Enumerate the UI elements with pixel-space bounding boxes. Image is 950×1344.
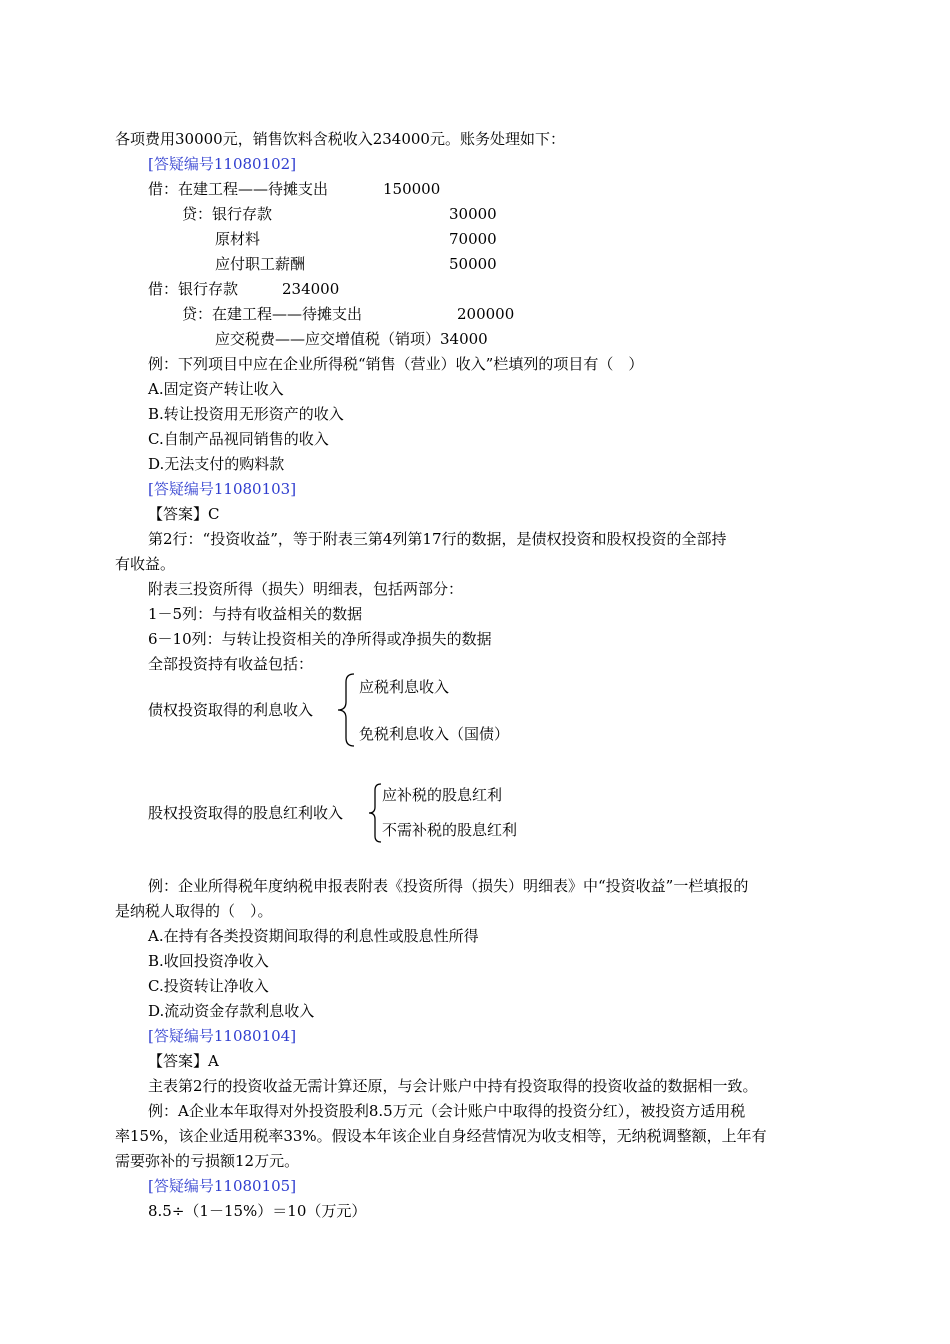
diagram1-brace-icon bbox=[334, 672, 358, 748]
journal1-credit-label: 应付职工薪酬 bbox=[215, 255, 306, 273]
qa-ref-11080105[interactable]: [答疑编号11080105] bbox=[148, 1177, 297, 1195]
example3-text-cont: 需要弥补的亏损额12万元。 bbox=[115, 1152, 300, 1170]
diagram2-branch: 应补税的股息红利 bbox=[382, 786, 503, 804]
example2-question: 例：企业所得税年度纳税申报表附表《投资所得（损失）明细表》中“投资收益”一栏填报的 bbox=[148, 877, 749, 895]
diagram1-root: 债权投资取得的利息收入 bbox=[148, 701, 314, 719]
paragraph-schedule3: 附表三投资所得（损失）明细表，包括两部分： bbox=[148, 580, 464, 598]
journal2-credit2: 应交税费——应交增值税（销项）34000 bbox=[215, 330, 488, 348]
diagram2-branch: 不需补税的股息红利 bbox=[382, 821, 518, 839]
diagram2-root: 股权投资取得的股息红利收入 bbox=[148, 804, 344, 822]
diagram1-branch: 免税利息收入（国债） bbox=[359, 725, 510, 743]
qa-ref-11080102[interactable]: [答疑编号11080102] bbox=[148, 155, 297, 173]
example2-question-cont: 是纳税人取得的（ ）。 bbox=[115, 902, 273, 920]
journal2-debit: 借：银行存款 bbox=[148, 280, 239, 298]
journal1-debit: 借：在建工程——待摊支出 bbox=[148, 180, 329, 198]
example3-calculation: 8.5÷（1－15%）＝10（万元） bbox=[148, 1202, 367, 1220]
journal2-credit1: 贷：在建工程——待摊支出 bbox=[182, 305, 363, 323]
example1-question: 例：下列项目中应在企业所得税“销售（营业）收入”栏填列的项目有（ ） bbox=[148, 355, 644, 373]
paragraph-columns-6-10: 6－10列：与转让投资相关的净所得或净损失的数据 bbox=[148, 630, 492, 648]
paragraph-row2: 第2行：“投资收益”，等于附表三第4列第17行的数据，是债权投资和股权投资的全部持 bbox=[148, 530, 727, 548]
example2-option: D.流动资金存款利息收入 bbox=[148, 1002, 315, 1020]
example2-option: A.在持有各类投资期间取得的利息性或股息性所得 bbox=[148, 927, 479, 945]
journal1-debit-amount: 150000 bbox=[383, 180, 441, 198]
qa-ref-11080103[interactable]: [答疑编号11080103] bbox=[148, 480, 297, 498]
example2-option: B.收回投资净收入 bbox=[148, 952, 269, 970]
paragraph-all-holding-income: 全部投资持有收益包括： bbox=[148, 655, 314, 673]
journal1-credit-label: 贷：银行存款 bbox=[182, 205, 273, 223]
journal2-credit1-amount: 200000 bbox=[457, 305, 515, 323]
paragraph-columns-1-5: 1－5列：与持有收益相关的数据 bbox=[148, 605, 363, 623]
journal1-credit-label: 原材料 bbox=[215, 230, 261, 248]
example3-text: 例：A企业本年取得对外投资股利8.5万元（会计账户中取得的投资分红），被投资方适用税 bbox=[148, 1102, 746, 1120]
journal1-credit-amount: 50000 bbox=[449, 255, 497, 273]
paragraph-expenses: 各项费用30000元，销售饮料含税收入234000元。账务处理如下： bbox=[115, 130, 565, 148]
journal1-credit-amount: 70000 bbox=[449, 230, 497, 248]
example2-option: C.投资转让净收入 bbox=[148, 977, 269, 995]
example1-answer: 【答案】C bbox=[148, 505, 220, 523]
journal2-debit-amount: 234000 bbox=[282, 280, 340, 298]
example1-option: D.无法支付的购料款 bbox=[148, 455, 285, 473]
journal1-credit-amount: 30000 bbox=[449, 205, 497, 223]
example2-answer: 【答案】A bbox=[148, 1052, 219, 1070]
example1-option: A.固定资产转让收入 bbox=[148, 380, 284, 398]
example3-text-cont: 率15%，该企业适用税率33%。假设本年该企业自身经营情况为收支相等，无纳税调整额，上年有 bbox=[115, 1127, 767, 1145]
qa-ref-11080104[interactable]: [答疑编号11080104] bbox=[148, 1027, 297, 1045]
example1-option: C.自制产品视同销售的收入 bbox=[148, 430, 329, 448]
example1-option: B.转让投资用无形资产的收入 bbox=[148, 405, 344, 423]
diagram1-branch: 应税利息收入 bbox=[359, 678, 450, 696]
paragraph-main-row2: 主表第2行的投资收益无需计算还原，与会计账户中持有投资取得的投资收益的数据相一致。 bbox=[148, 1077, 758, 1095]
paragraph-row2-cont: 有收益。 bbox=[115, 555, 176, 573]
